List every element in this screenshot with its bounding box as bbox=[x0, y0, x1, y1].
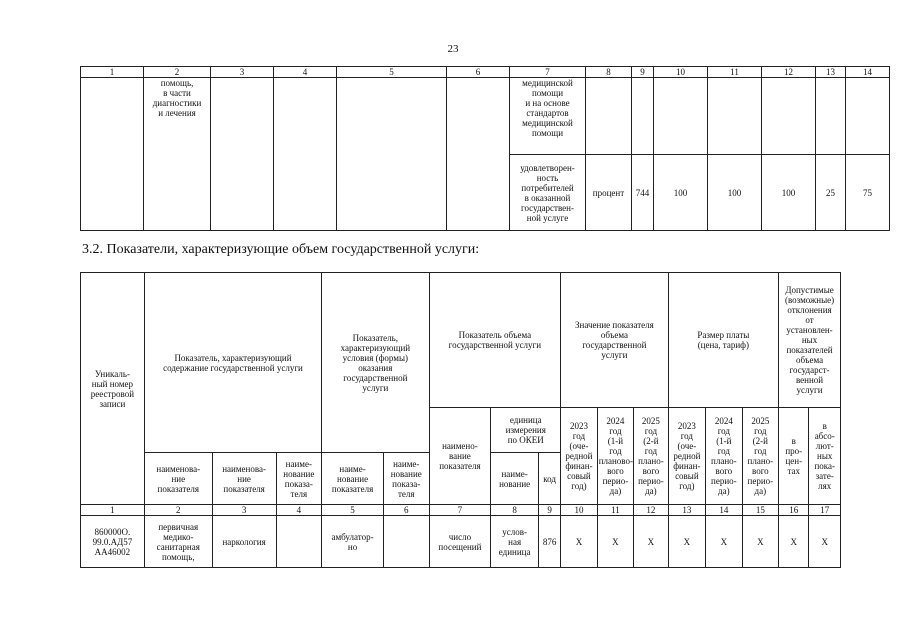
col-num-10: 10 bbox=[654, 67, 708, 78]
content-indicator-name-1: наименова- ние показателя bbox=[144, 453, 212, 505]
col-num-2: 2 bbox=[144, 505, 212, 516]
col-num-8: 8 bbox=[586, 67, 632, 78]
indicator-name-header: наимено- вание показателя bbox=[429, 408, 491, 505]
code-cell: 744 bbox=[632, 155, 654, 231]
specialty-cell: наркология bbox=[212, 516, 276, 568]
section-heading: 3.2. Показатели, характеризующие объем государственной услуги: bbox=[82, 242, 480, 257]
year-2025-header: 2025 год (2-й год плано- вого перио- да) bbox=[634, 408, 668, 505]
value-cell: X bbox=[779, 516, 809, 568]
unit-cell: процент bbox=[586, 155, 632, 231]
value-cell: 75 bbox=[846, 155, 890, 231]
col-num-16: 16 bbox=[779, 505, 809, 516]
registry-number-cell: 860000О. 99.0.АД57 АА46002 bbox=[81, 516, 145, 568]
volume-indicator-header: Показатель объема государственной услуги bbox=[429, 273, 561, 408]
conditions-indicator-name-1: наиме- нование показателя bbox=[322, 453, 384, 505]
deviation-absolute-header: в абсо- лют- ных пока- зате- лях bbox=[809, 408, 841, 505]
year-2023-header: 2023 год (оче- редной финан- совый год) bbox=[561, 408, 597, 505]
indicator-name-cell: число посещений bbox=[429, 516, 491, 568]
indicator-name-cell: удовлетворен- ность потребителей в оказанной государствен- ной услуге bbox=[510, 155, 586, 231]
continuation-table bbox=[80, 66, 890, 231]
col-num-6: 6 bbox=[447, 67, 510, 78]
column-number-row bbox=[81, 505, 841, 516]
code-cell: 876 bbox=[538, 516, 560, 568]
table-row bbox=[81, 516, 841, 568]
col-num-1: 1 bbox=[81, 505, 145, 516]
value-cell: 100 bbox=[762, 155, 816, 231]
page-number: 23 bbox=[447, 43, 459, 55]
col-num-14: 14 bbox=[846, 67, 890, 78]
col-num-7: 7 bbox=[429, 505, 491, 516]
value-cell: X bbox=[597, 516, 633, 568]
col-num-9: 9 bbox=[632, 67, 654, 78]
deviations-header: Допустимые (возможные) отклонения от установлен- ных показателей объема государст- венной услуги bbox=[779, 273, 841, 408]
value-cell: X bbox=[561, 516, 597, 568]
deviation-percent-header: в про- цен- тах bbox=[779, 408, 809, 505]
col-num-11: 11 bbox=[597, 505, 633, 516]
fee-2025-header: 2025 год (2-й год плано- вого перио- да) bbox=[742, 408, 779, 505]
content-indicator-name-3: наиме- нование показа- теля bbox=[276, 453, 322, 505]
col-num-13: 13 bbox=[816, 67, 846, 78]
col-num-7: 7 bbox=[510, 67, 586, 78]
col-num-3: 3 bbox=[211, 67, 274, 78]
value-cell: 100 bbox=[654, 155, 708, 231]
col-num-14: 14 bbox=[706, 505, 742, 516]
col-num-6: 6 bbox=[383, 505, 429, 516]
col-num-10: 10 bbox=[561, 505, 597, 516]
header-row-1 bbox=[81, 273, 841, 408]
indicator-name-cell: медицинской помощи и на основе стандартов медицинской помощи bbox=[510, 78, 586, 155]
col-num-11: 11 bbox=[708, 67, 762, 78]
content-indicator-header: Показатель, характеризующий содержание государственной услуги bbox=[144, 273, 321, 453]
conditions-indicator-header: Показатель, характеризующий условия (формы) оказания государственной услуги bbox=[322, 273, 429, 453]
volume-value-header: Значение показателя объема государственной услуги bbox=[561, 273, 668, 408]
year-2024-header: 2024 год (1-й год планово- вого перио- да) bbox=[597, 408, 633, 505]
col-num-4: 4 bbox=[274, 67, 337, 78]
form-cell: амбулатор- но bbox=[322, 516, 384, 568]
col-num-1: 1 bbox=[81, 67, 144, 78]
col-num-5: 5 bbox=[322, 505, 384, 516]
col-num-3: 3 bbox=[212, 505, 276, 516]
unit-okei-header: единица измерения по ОКЕИ bbox=[491, 408, 561, 453]
conditions-indicator-name-2: наиме- нование показа- теля bbox=[383, 453, 429, 505]
column-number-row bbox=[81, 67, 890, 78]
volume-indicators-table bbox=[80, 272, 841, 568]
empty-cell bbox=[383, 516, 429, 568]
service-content-cell: первичная медико- санитарная помощь, bbox=[144, 516, 212, 568]
col-num-12: 12 bbox=[762, 67, 816, 78]
content-indicator-name-2: наименова- ние показателя bbox=[212, 453, 276, 505]
col-num-2: 2 bbox=[144, 67, 211, 78]
fee-header: Размер платы (цена, тариф) bbox=[668, 273, 778, 408]
fee-2024-header: 2024 год (1-й год плано- вого перио- да) bbox=[706, 408, 742, 505]
col-num-15: 15 bbox=[742, 505, 779, 516]
table-row bbox=[81, 78, 890, 155]
col-num-13: 13 bbox=[668, 505, 705, 516]
unit-name-header: наиме- нование bbox=[491, 453, 539, 505]
col-num-4: 4 bbox=[276, 505, 322, 516]
fee-2023-header: 2023 год (оче- редной финан- совый год) bbox=[668, 408, 705, 505]
col-num-12: 12 bbox=[634, 505, 668, 516]
col-num-9: 9 bbox=[538, 505, 560, 516]
value-cell: X bbox=[668, 516, 705, 568]
value-cell: X bbox=[742, 516, 779, 568]
unit-code-header: код bbox=[538, 453, 560, 505]
col-num-8: 8 bbox=[491, 505, 539, 516]
empty-cell bbox=[276, 516, 322, 568]
col-num-17: 17 bbox=[809, 505, 841, 516]
unit-cell: услов- ная единица bbox=[491, 516, 539, 568]
value-cell: 100 bbox=[708, 155, 762, 231]
value-cell: 25 bbox=[816, 155, 846, 231]
unique-number-header: Уникаль- ный номер реестровой записи bbox=[81, 273, 145, 505]
service-content-cell: помощь, в части диагностики и лечения bbox=[144, 78, 211, 231]
value-cell: X bbox=[706, 516, 742, 568]
value-cell: X bbox=[634, 516, 668, 568]
value-cell: X bbox=[809, 516, 841, 568]
col-num-5: 5 bbox=[337, 67, 447, 78]
